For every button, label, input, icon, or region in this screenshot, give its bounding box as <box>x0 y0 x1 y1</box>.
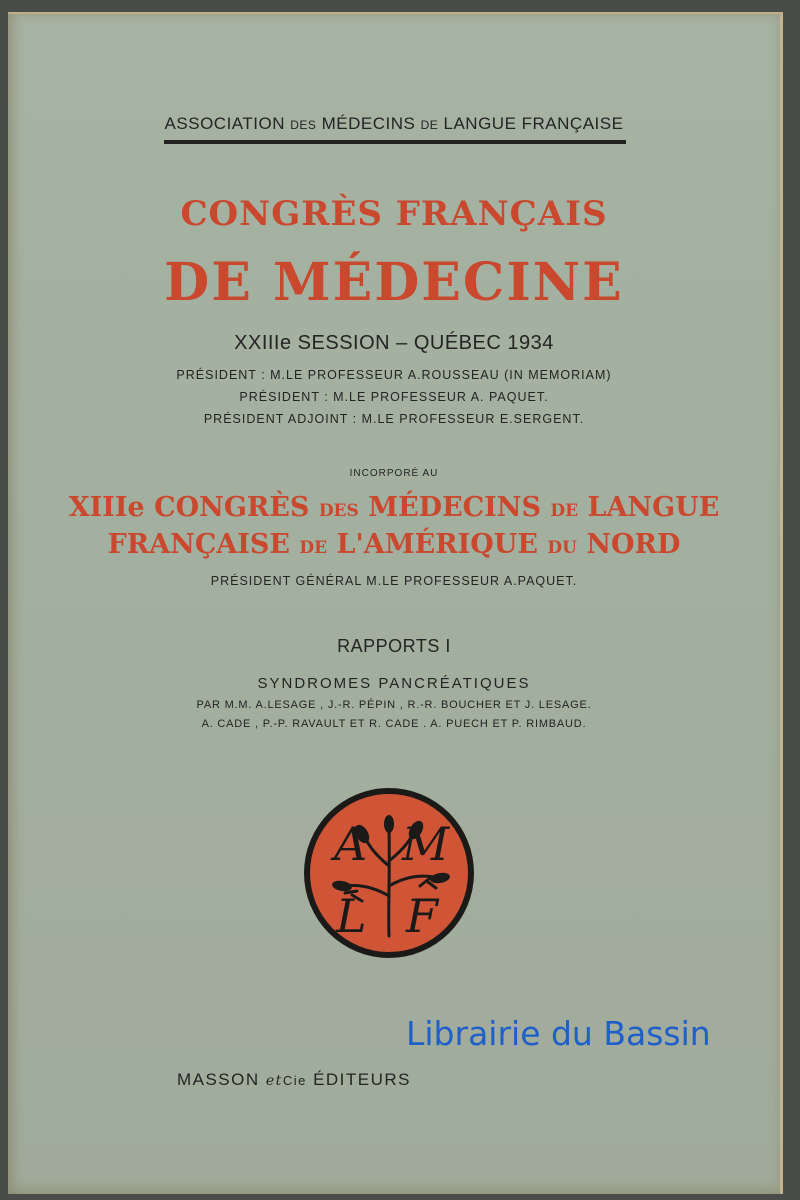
congress2-word: DE <box>550 501 579 521</box>
assoc-word: DE <box>420 118 439 132</box>
vice-president-line: PRÉSIDENT ADJOINT : M.LE PROFESSEUR E.SERGENT. <box>203 412 585 426</box>
publisher-word: MASSON <box>176 1070 260 1089</box>
president-line: PRÉSIDENT : M.LE PROFESSEUR A.ROUSSEAU (IN MEMORIAM) <box>176 368 612 382</box>
congress2-word: DE <box>299 538 328 558</box>
bookseller-watermark: Librairie du Bassin <box>406 1014 711 1053</box>
association-header <box>8 114 780 134</box>
authors-line: A. CADE , P.-P. RAVAULT ET R. CADE . A. PUECH ET P. RIMBAUD. <box>201 718 587 730</box>
volume-label: RAPPORTS I <box>337 636 451 656</box>
assoc-word: LANGUE FRANÇAISE <box>443 114 624 133</box>
svg-text:L: L <box>336 889 367 943</box>
congress2-word: MÉDECINS <box>368 492 541 523</box>
svg-text:M: M <box>402 817 450 871</box>
president-line: PRÉSIDENT : M.LE PROFESSEUR A. PAQUET. <box>239 390 549 404</box>
assoc-word: DES <box>290 118 317 132</box>
congress2-line1 <box>8 492 780 523</box>
assoc-word: MÉDECINS <box>321 114 416 133</box>
publisher-word: Cie <box>282 1073 307 1088</box>
congress2-word: DES <box>318 501 359 521</box>
title-line1: CONGRÈS FRANÇAIS <box>180 194 608 234</box>
congress2-line2 <box>8 529 780 560</box>
title-line2: DE MÉDECINE <box>164 252 624 313</box>
svg-text:F: F <box>406 889 438 943</box>
congress2-word: XIIIe CONGRÈS <box>68 492 310 523</box>
assoc-word: ASSOCIATION <box>164 114 285 133</box>
congress2-word: NORD <box>586 529 681 560</box>
congress2-word: DU <box>547 538 577 558</box>
congress2-word: L'AMÉRIQUE <box>336 529 538 560</box>
session-line: XXIIIe SESSION – QUÉBEC 1934 <box>234 332 554 354</box>
incorporated-label: INCORPORÉ AU <box>349 468 439 479</box>
amlf-seal-logo <box>302 786 476 960</box>
congress2-word: FRANÇAISE <box>107 529 291 560</box>
svg-text:A: A <box>334 817 368 871</box>
publisher-word: ÉDITEURS <box>313 1070 412 1089</box>
publisher-line <box>0 1070 680 1090</box>
subject-title: SYNDROMES PANCRÉATIQUES <box>257 675 531 692</box>
authors-line: PAR M.M. A.LESAGE , J.-R. PÉPIN , R.-R. BOUCHER ET J. LESAGE. <box>196 699 592 711</box>
publisher-word: et <box>265 1073 283 1089</box>
president-general-line: PRÉSIDENT GÉNÉRAL M.LE PROFESSEUR A.PAQUET. <box>210 574 578 588</box>
header-rule <box>164 140 626 144</box>
book-cover <box>8 12 783 1194</box>
congress2-word: LANGUE <box>587 492 720 523</box>
